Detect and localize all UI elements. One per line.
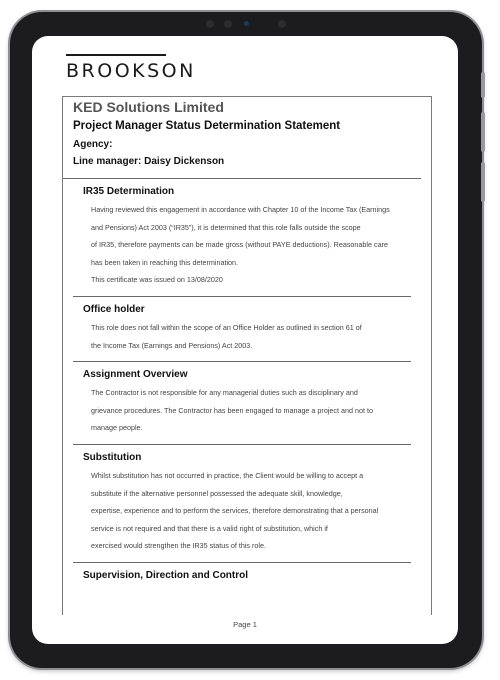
tablet-frame xyxy=(10,12,482,668)
section-line: expertise, experience and to perform the services, therefore demonstrating that a personal xyxy=(91,506,379,515)
front-camera-icon xyxy=(206,20,214,28)
company-name: KED Solutions Limited xyxy=(73,99,224,115)
brookson-logo: BROOKSON xyxy=(66,60,196,82)
section-title-ir35: IR35 Determination xyxy=(83,186,175,197)
section-line: of IR35, therefore payments can be made gross (without PAYE deductions). Reasonable care xyxy=(91,240,388,249)
section-line: service is not required and that there is a valid right of substitution, which if xyxy=(91,523,328,533)
section-divider xyxy=(73,296,411,297)
camera-lens-icon xyxy=(224,20,232,28)
sensor-icon xyxy=(244,21,249,26)
tablet-side-button-upper xyxy=(481,112,485,152)
section-body-ir35 xyxy=(91,201,421,289)
section-divider xyxy=(73,444,411,445)
section-title-assignment-overview: Assignment Overview xyxy=(83,369,188,380)
document-page xyxy=(62,96,432,615)
section-title-office-holder: Office holder xyxy=(83,304,145,315)
agency-label: Agency: xyxy=(73,139,113,150)
tablet-side-button-lower xyxy=(481,162,485,202)
section-line: The Contractor is not responsible for any managerial duties such as disciplinary and xyxy=(91,388,358,397)
header-divider xyxy=(63,178,421,179)
line-manager-label: Line manager: Daisy Dickenson xyxy=(73,156,225,167)
proximity-sensor-icon xyxy=(278,20,286,28)
section-line: grievance procedures. The Contractor has been engaged to manage a project and not to xyxy=(91,405,373,415)
section-body-assignment-overview xyxy=(91,384,421,437)
section-line: Having reviewed this engagement in accordance with Chapter 10 of the Income Tax (Earnings xyxy=(91,205,390,214)
section-line: has been taken in reaching this determination. xyxy=(91,257,239,267)
section-body-substitution xyxy=(91,467,421,555)
page-number: Page 1 xyxy=(233,620,257,629)
section-line: This role does not fall within the scope of an Office Holder as outlined in section 61 of xyxy=(91,323,362,332)
section-divider xyxy=(73,361,411,362)
section-divider xyxy=(73,562,411,563)
logo-bar xyxy=(66,54,166,56)
section-line: manage people. xyxy=(91,423,143,432)
section-title-substitution: Substitution xyxy=(83,452,142,463)
section-line: Whilst substitution has not occurred in practice, the Client would be willing to accept a xyxy=(91,471,364,480)
section-line: and Pensions) Act 2003 (“IR35”), it is determined that this role falls outside the scope xyxy=(91,222,361,232)
section-title-supervision: Supervision, Direction and Control xyxy=(83,570,249,581)
section-line: exercised would strengthen the IR35 status of this role. xyxy=(91,541,266,550)
statement-title: Project Manager Status Determination Statement xyxy=(73,120,341,132)
screen xyxy=(32,36,458,644)
section-line: the Income Tax (Earnings and Pensions) Act 2003. xyxy=(91,340,253,350)
tablet-side-button-top xyxy=(481,72,485,98)
section-line: substitute if the alternative personnel possessed the adequate skill, knowledge, xyxy=(91,488,343,498)
section-body-office-holder xyxy=(91,319,421,354)
section-line: This certificate was issued on 13/08/2020 xyxy=(91,275,223,284)
